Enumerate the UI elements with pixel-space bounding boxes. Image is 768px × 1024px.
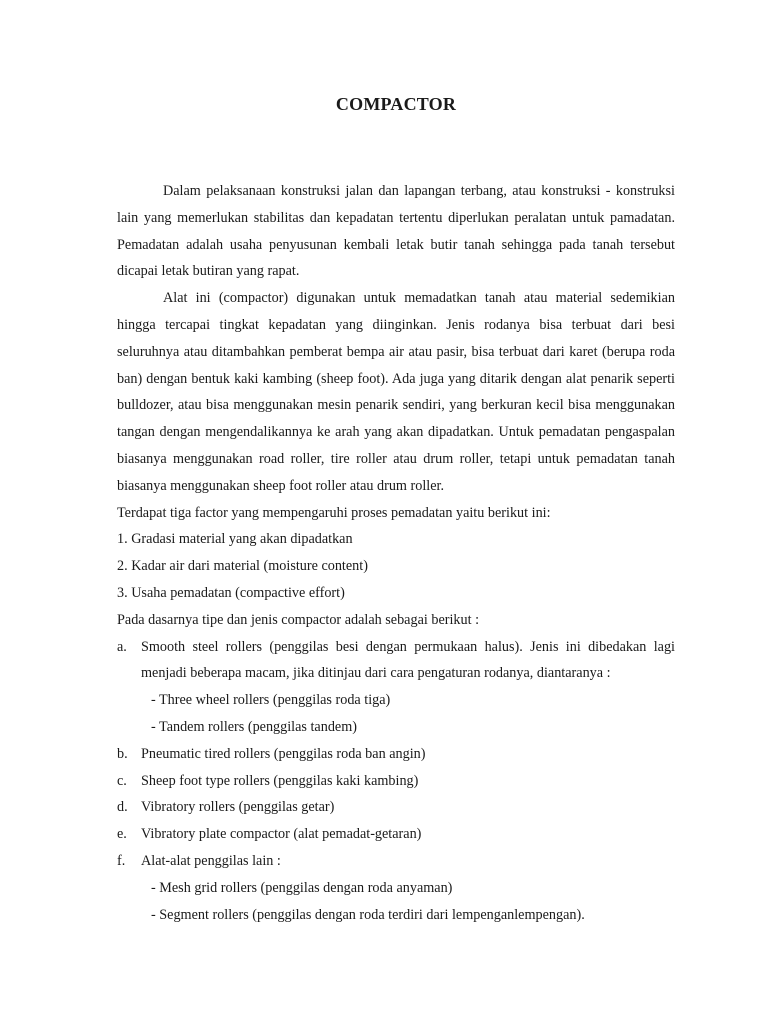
type-item-text: Vibratory rollers (penggilas getar)	[141, 799, 335, 816]
paragraph-compactor-description: Alat ini (compactor) digunakan untuk memadatkan tanah atau material sedemikian hingga tercapai tingkat kepadatan yang diinginkan. Jenis rodanya bisa terbuat dari besi seluruhnya atau ditambahkan pemberat bempa air atau pasir, bisa terbuat dari karet (berupa roda ban) dengan bentuk kaki kambing (sheep foot). Ada juga yang ditarik dengan alat penarik seperti bulldozer, atau bisa menggunakan mesin penarik sendiri, yang berkuran kecil bisa menggunakan tangan dengan mengendalikannya ke arah yang akan dipadatkan. Untuk pemadatan pengaspalan biasanya menggunakan road roller, tire roller atau drum roller, tetapi untuk pemadatan tanah biasanya menggunakan sheep foot roller atau drum roller.	[117, 290, 675, 494]
type-item-text: Alat-alat penggilas lain :	[141, 852, 281, 869]
type-item-text: Vibratory plate compactor (alat pemadat-getaran)	[141, 826, 422, 843]
type-item-text: Sheep foot type rollers (penggilas kaki kambing)	[141, 772, 419, 789]
type-item-b	[117, 741, 675, 768]
list-marker: e.	[117, 826, 127, 843]
paragraph-intro: Dalam pelaksanaan konstruksi jalan dan lapangan terbang, atau konstruksi - konstruksi lain yang memerlukan stabilitas dan kepadatan tertentu diperlukan peralatan untuk pamadatan. Pemadatan adalah usaha penyusunan kembali letak butir tanah sehingga pada tanah tersebut dicapai letak butiran yang rapat.	[117, 183, 675, 280]
list-marker: d.	[117, 799, 128, 816]
factor-item: 1. Gradasi material yang akan dipadatkan	[117, 531, 353, 548]
type-item-e	[117, 821, 675, 848]
type-item-d	[117, 794, 675, 821]
list-marker: b.	[117, 745, 128, 762]
type-item-text: Pneumatic tired rollers (penggilas roda ban angin)	[141, 745, 426, 762]
type-item-c	[117, 768, 675, 795]
list-marker: f.	[117, 852, 126, 869]
sub-item: - Mesh grid rollers (penggilas dengan roda anyaman)	[151, 879, 453, 896]
factors-intro: Terdapat tiga factor yang mempengaruhi proses pemadatan yaitu berikut ini:	[117, 504, 551, 521]
types-intro: Pada dasarnya tipe dan jenis compactor adalah sebagai berikut :	[117, 611, 480, 628]
type-item-f	[117, 848, 675, 875]
type-item-text: Smooth steel rollers (penggilas besi dengan permukaan halus). Jenis ini dibedakan lagi menjadi beberapa macam, jika ditinjau dari cara pengaturan rodanya, diantaranya :	[141, 638, 675, 682]
factor-item: 3. Usaha pemadatan (compactive effort)	[117, 584, 345, 601]
type-item-a	[117, 634, 675, 688]
list-marker: c.	[117, 772, 127, 789]
sub-item: - Tandem rollers (penggilas tandem)	[151, 718, 357, 735]
sub-item: - Three wheel rollers (penggilas roda tiga)	[151, 692, 391, 709]
sub-item: - Segment rollers (penggilas dengan roda terdiri dari lempenganlempengan).	[151, 906, 585, 923]
factor-item: 2. Kadar air dari material (moisture content)	[117, 558, 368, 575]
list-marker: a.	[117, 638, 127, 655]
document-title: COMPACTOR	[335, 94, 457, 114]
document-body	[117, 178, 675, 928]
